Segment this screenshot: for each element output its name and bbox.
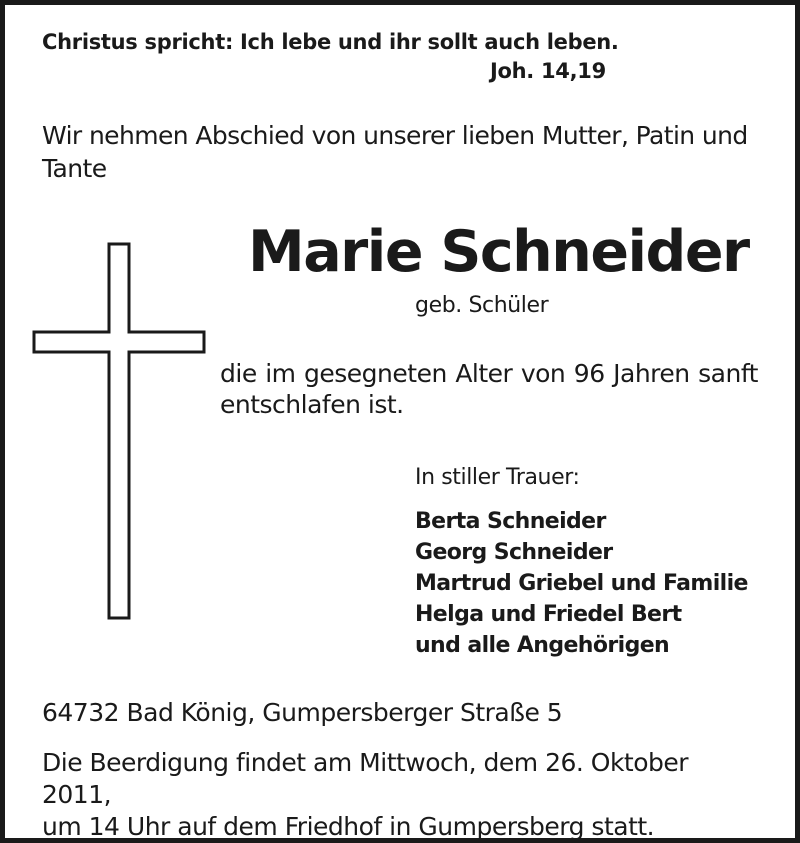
maiden-name: geb. Schüler [415,293,549,318]
list-item: Martrud Griebel und Familie [415,571,748,596]
funeral-line: um 14 Uhr auf dem Friedhof in Gumpersberg statt. [42,812,655,841]
intro-text: Wir nehmen Abschied von unserer lieben Mutter, Patin und Tante [42,121,748,183]
funeral-line: Die Beerdigung findet am Mittwoch, dem 26. Oktober 2011, [42,748,689,809]
list-item: Berta Schneider [415,509,606,534]
verse-reference: Joh. 14,19 [490,59,606,83]
funeral-info [42,747,762,843]
list-item: und alle Angehörigen [415,633,670,658]
bible-quote: Christus spricht: Ich lebe und ihr sollt auch leben. [42,30,619,54]
mourners-list [415,506,748,661]
list-item: Helga und Friedel Bert [415,602,682,627]
cross-icon [32,242,208,622]
address: 64732 Bad König, Gumpersberger Straße 5 [42,698,563,727]
deceased-name: Marie Schneider [248,219,749,285]
mourning-heading: In stiller Trauer: [415,465,580,490]
age-text: die im gesegneten Alter von 96 Jahren sanft entschlafen ist. [220,359,758,419]
list-item: Georg Schneider [415,540,613,565]
